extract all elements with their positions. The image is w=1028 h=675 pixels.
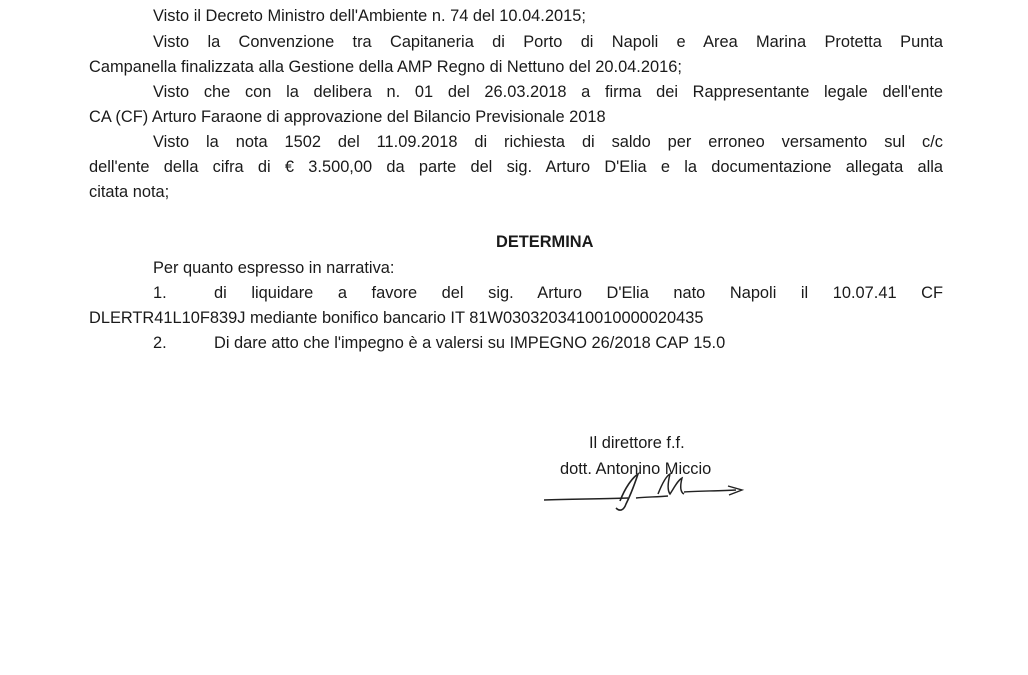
preamble-4-line-1: Visto la nota 1502 del 11.09.2018 di richiesta di saldo per erroneo versamento sul c/c <box>153 133 943 151</box>
item-1-line-1: di liquidare a favore del sig. Arturo D'Elia nato Napoli il 10.07.41 CF <box>214 284 943 302</box>
item-2-number: 2. <box>153 334 167 352</box>
intro-text: Per quanto espresso in narrativa: <box>153 259 395 277</box>
preamble-1-line-1: Visto il Decreto Ministro dell'Ambiente n. 74 del 10.04.2015; <box>153 7 586 25</box>
preamble-4-line-2: dell'ente della cifra di € 3.500,00 da parte del sig. Arturo D'Elia e la documentazione allegata alla <box>89 158 943 176</box>
item-2-line-1: Di dare atto che l'impegno è a valersi su IMPEGNO 26/2018 CAP 15.0 <box>214 334 726 352</box>
signature-role: Il direttore f.f. <box>589 434 685 452</box>
item-1-line-2: DLERTR41L10F839J mediante bonifico bancario IT 81W0303203410010000020435 <box>89 309 704 327</box>
handwritten-signature <box>540 466 760 516</box>
preamble-4-line-3: citata nota; <box>89 183 170 201</box>
preamble-2-line-1: Visto la Convenzione tra Capitaneria di Porto di Napoli e Area Marina Protetta Punta <box>153 33 943 51</box>
preamble-3-line-2: CA (CF) Arturo Faraone di approvazione del Bilancio Previsionale 2018 <box>89 108 606 126</box>
item-1-number: 1. <box>153 284 167 302</box>
heading-determina: DETERMINA <box>496 233 594 251</box>
preamble-3-line-1: Visto che con la delibera n. 01 del 26.03.2018 a firma dei Rappresentante legale dell'ente <box>153 83 943 101</box>
preamble-2-line-2: Campanella finalizzata alla Gestione della AMP Regno di Nettuno del 20.04.2016; <box>89 58 682 76</box>
signature-name: dott. Antonino Miccio <box>560 460 712 478</box>
